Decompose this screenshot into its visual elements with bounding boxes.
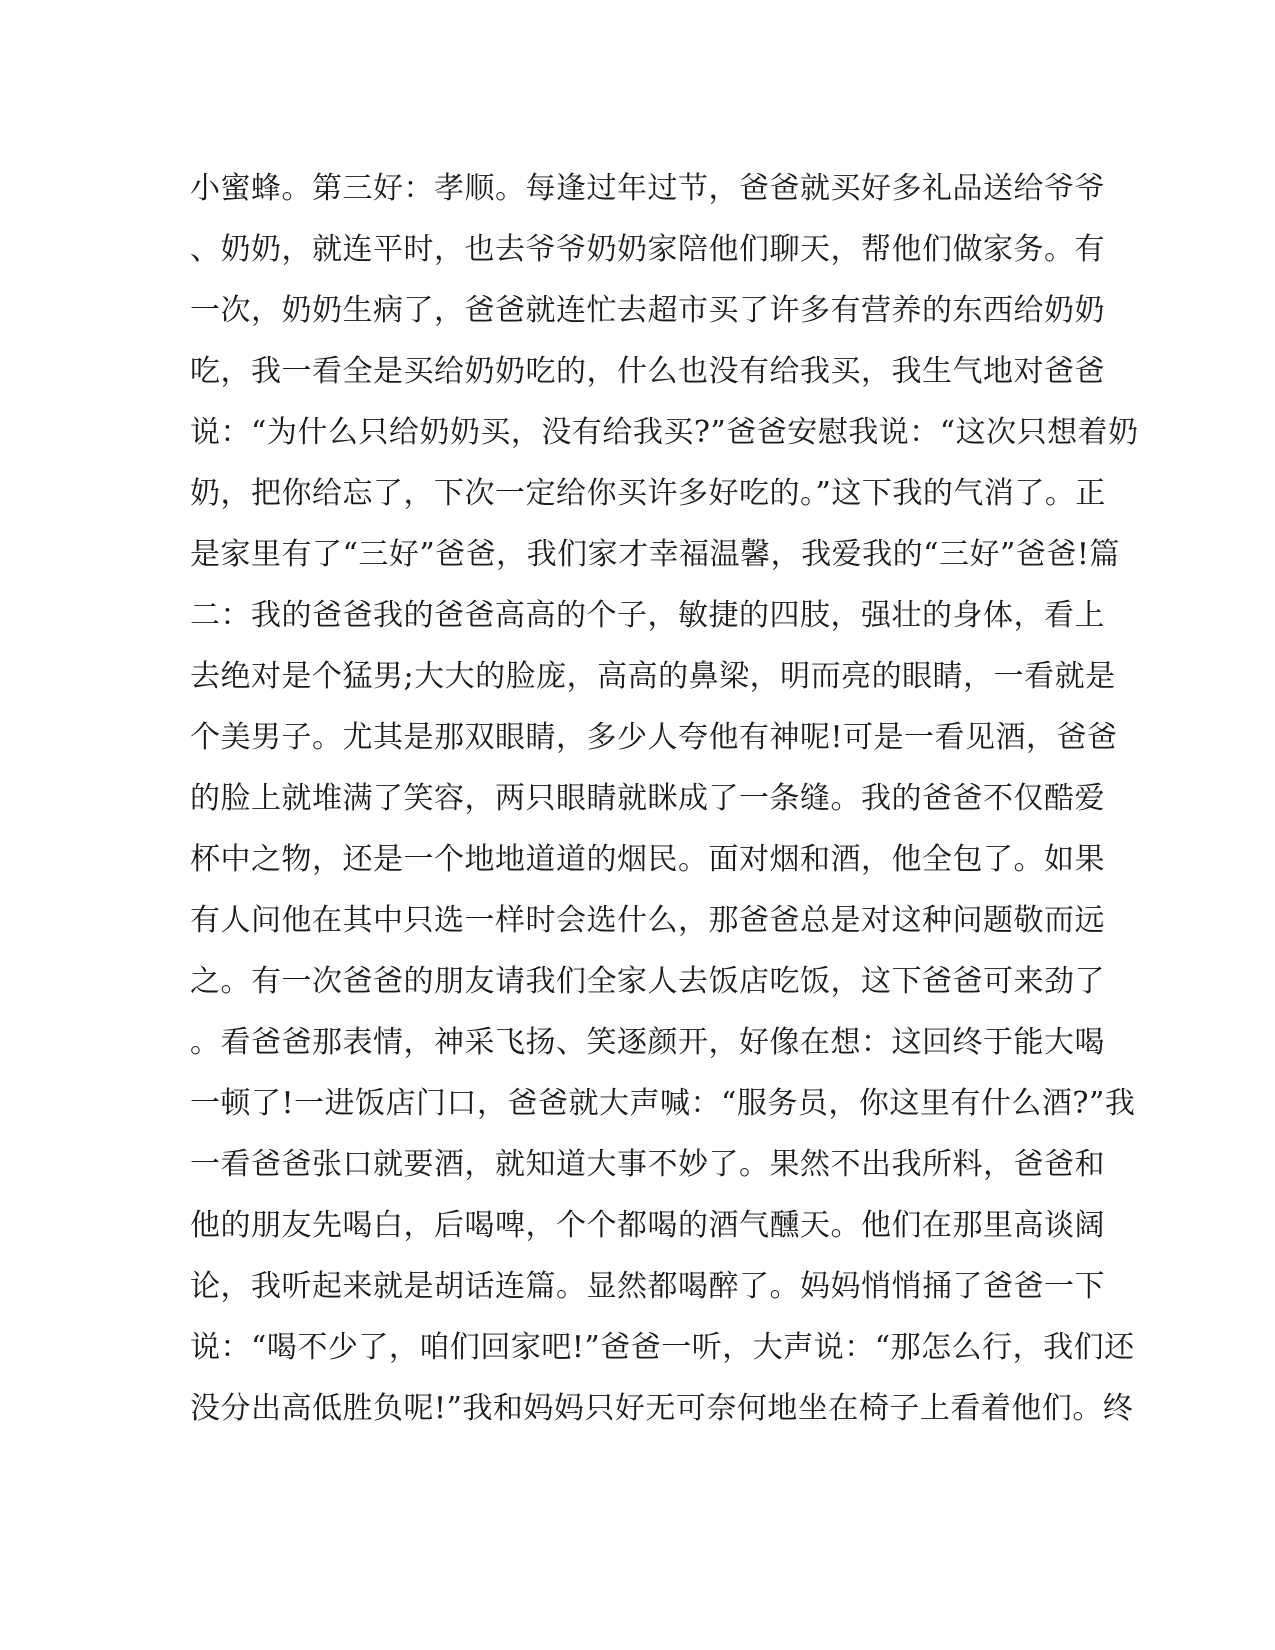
text-line: 没分出高低胜负呢!”我和妈妈只好无可奈何地坐在椅子上看着他们。终	[190, 1391, 1134, 1426]
text-line: 的脸上就堆满了笑容，两只眼睛就眯成了一条缝。我的爸爸不仅酷爱	[190, 781, 1105, 816]
body-text	[190, 158, 1139, 1439]
text-line: 、奶奶，就连平时，也去爷爷奶奶家陪他们聊天，帮他们做家务。有	[190, 232, 1105, 267]
text-line: 个美男子。尤其是那双眼睛，多少人夸他有神呢!可是一看见酒，爸爸	[190, 720, 1118, 755]
text-line: 说：“为什么只给奶奶买，没有给我买?”爸爸安慰我说：“这次只想着奶	[190, 415, 1139, 450]
text-line: 说：“喝不少了，咱们回家吧!”爸爸一听，大声说：“那怎么行，我们还	[190, 1330, 1135, 1365]
text-line: 一顿了!一进饭店门口，爸爸就大声喊：“服务员，你这里有什么酒?”我	[190, 1086, 1136, 1121]
text-line: 吃，我一看全是买给奶奶吃的，什么也没有给我买，我生气地对爸爸	[190, 354, 1105, 389]
text-line: 奶，把你给忘了，下次一定给你买许多好吃的。”这下我的气消了。正	[190, 476, 1106, 511]
text-line: 杯中之物，还是一个地地道道的烟民。面对烟和酒，他全包了。如果	[190, 842, 1105, 877]
text-line: 有人问他在其中只选一样时会选什么，那爸爸总是对这种问题敬而远	[190, 903, 1105, 938]
text-line: 他的朋友先喝白，后喝啤，个个都喝的酒气醺天。他们在那里高谈阔	[190, 1208, 1105, 1243]
text-line: 二：我的爸爸我的爸爸高高的个子，敏捷的四肢，强壮的身体，看上	[190, 598, 1105, 633]
text-line: 是家里有了“三好”爸爸，我们家才幸福温馨，我爱我的“三好”爸爸!篇	[190, 537, 1120, 572]
text-line: 一次，奶奶生病了，爸爸就连忙去超市买了许多有营养的东西给奶奶	[190, 293, 1105, 328]
text-line: 小蜜蜂。第三好：孝顺。每逢过年过节，爸爸就买好多礼品送给爷爷	[190, 171, 1105, 206]
text-line: 之。有一次爸爸的朋友请我们全家人去饭店吃饭，这下爸爸可来劲了	[190, 964, 1105, 999]
text-line: 一看爸爸张口就要酒，就知道大事不妙了。果然不出我所料，爸爸和	[190, 1147, 1105, 1182]
text-line: 论，我听起来就是胡话连篇。显然都喝醉了。妈妈悄悄捅了爸爸一下	[190, 1269, 1105, 1304]
text-line: 。看爸爸那表情，神采飞扬、笑逐颜开，好像在想：这回终于能大喝	[190, 1025, 1105, 1060]
text-line: 去绝对是个猛男;大大的脸庞，高高的鼻梁，明而亮的眼睛，一看就是	[190, 659, 1116, 694]
